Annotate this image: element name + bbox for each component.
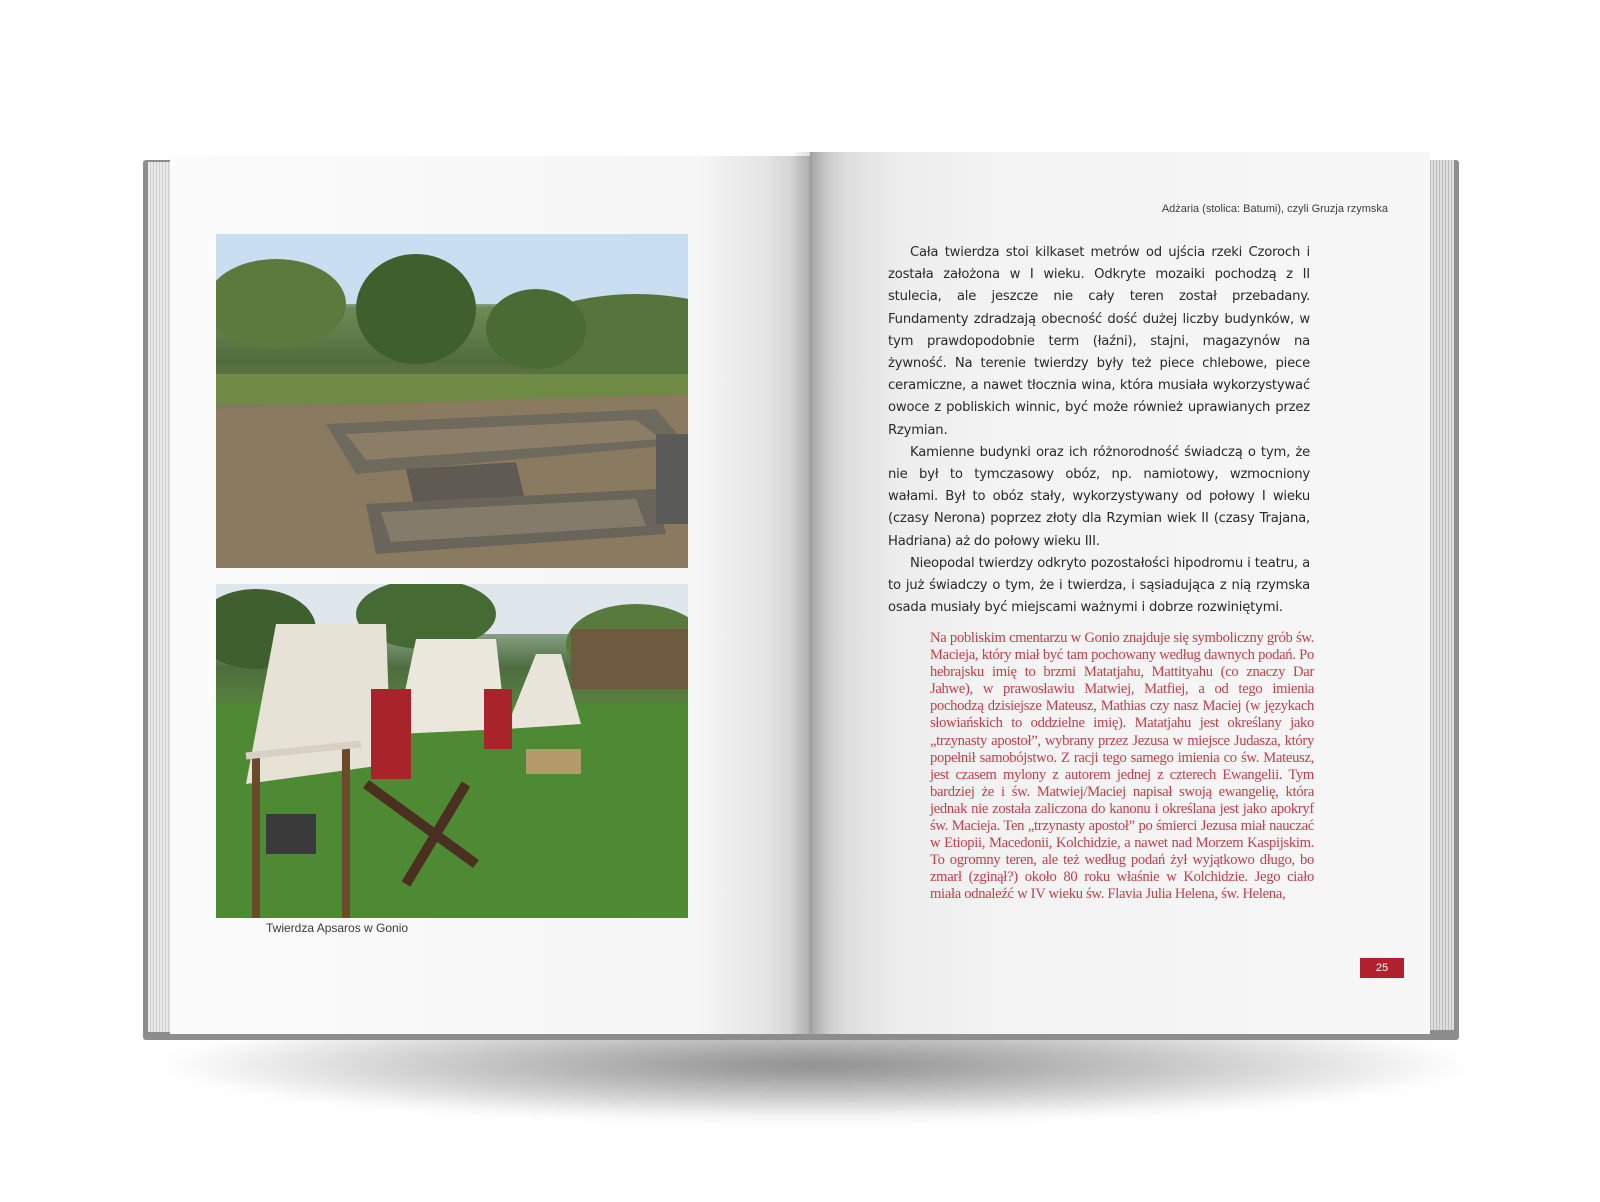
sidebar-note: [930, 630, 1314, 904]
photo-caption: Twierdza Apsaros w Gonio: [266, 921, 409, 935]
right-page: [810, 152, 1430, 1034]
photo-roman-camp: [216, 584, 688, 918]
fortress-ruins-illustration: [216, 234, 688, 568]
left-page: [170, 156, 810, 1034]
book-gutter: [790, 152, 830, 1034]
paragraph-3: Nieopodal twierdzy odkryto pozostałości hipodromu i teatru, a to już świadczy o tym, że i twierdza, i sąsiadująca z nią rzymska osada musiały być miejscami ważnymi i dobrze rozwiniętymi.: [888, 555, 1310, 616]
page-number: 25: [1360, 958, 1404, 978]
page-edges-right: [1428, 160, 1454, 1030]
paragraph-2: Kamienne budynki oraz ich różnorodność świadczą o tym, że nie był to tymczasowy obóz, np. namiotowy, wzmocniony wałami. Był to obóz stały, wykorzystywany od połowy I wieku (czasy Nerona) poprzez złoty dla Rzymian wiek II (czasy Trajana, Hadriana) aż do połowy wieku III.: [888, 444, 1310, 549]
sidebar-paragraph: Na pobliskim cmentarzu w Gonio znajduje się symboliczny grób św. Macieja, który miał być tam pochowany według dawnych podań. Po hebrajsku imię to brzmi Matatjahu, Mattityahu (co znaczy Dar Jahwe), w prawosławiu Matwiej, Matfiej, a od tego imienia pochodzą dzisiejsze Mateusz, Mathias czy nasz Maciej (w językach słowiańskich to oddzielne imię). Matatjahu jest określany jako „trzynasty apostoł”, wybrany przez Jezusa w miejsce Judasza, który popełnił samobójstwo. Z racji tego samego imienia co św. Mateusz, jest czasem mylony z autorem jednej z czterech Ewangelii. Tym bardziej że i św. Matwiej/Maciej napisał swoją ewangelię, która jednak nie została zaliczona do kanonu i określana jest jako apokryf św. Macieja. Ten „trzynasty apostoł” po śmierci Jezusa miał nauczać w Etiopii, Macedonii, Kolchidzie, a nawet nad Morzem Kaspijskim. To ogromny teren, ale też według podań żył wyjątkowo długo, bo zmarł (zginął?) około 80 roku właśnie w Kolchidzie. Jego ciało miała odnaleźć w IV wieku św. Flavia Julia Helena, św. Helena,: [930, 630, 1314, 903]
running-head: Adżaria (stolica: Batumi), czyli Gruzja rzymska: [1161, 203, 1388, 215]
roman-camp-illustration: [216, 584, 688, 918]
paragraph-1: Cała twierdza stoi kilkaset metrów od ujścia rzeki Czoroch i została założona w I wieku. Odkryte mozaiki pochodzą z II stulecia, ale jeszcze nie cały teren został przebadany. Fundamenty zdradzają obecność dość dużej liczby budynków, w tym prawdopodobnie term (łaźni), stajni, magazynów na żywność. Na terenie twierdzy były też piece chlebowe, piece ceramiczne, a nawet tłocznia wina, która musiała wykorzystywać owoce z pobliskich winnic, być może również uprawianych przez Rzymian.: [888, 245, 1310, 438]
page-edges-left: [148, 162, 172, 1032]
body-text: [888, 242, 1310, 619]
photo-fortress-ruins: [216, 234, 688, 568]
